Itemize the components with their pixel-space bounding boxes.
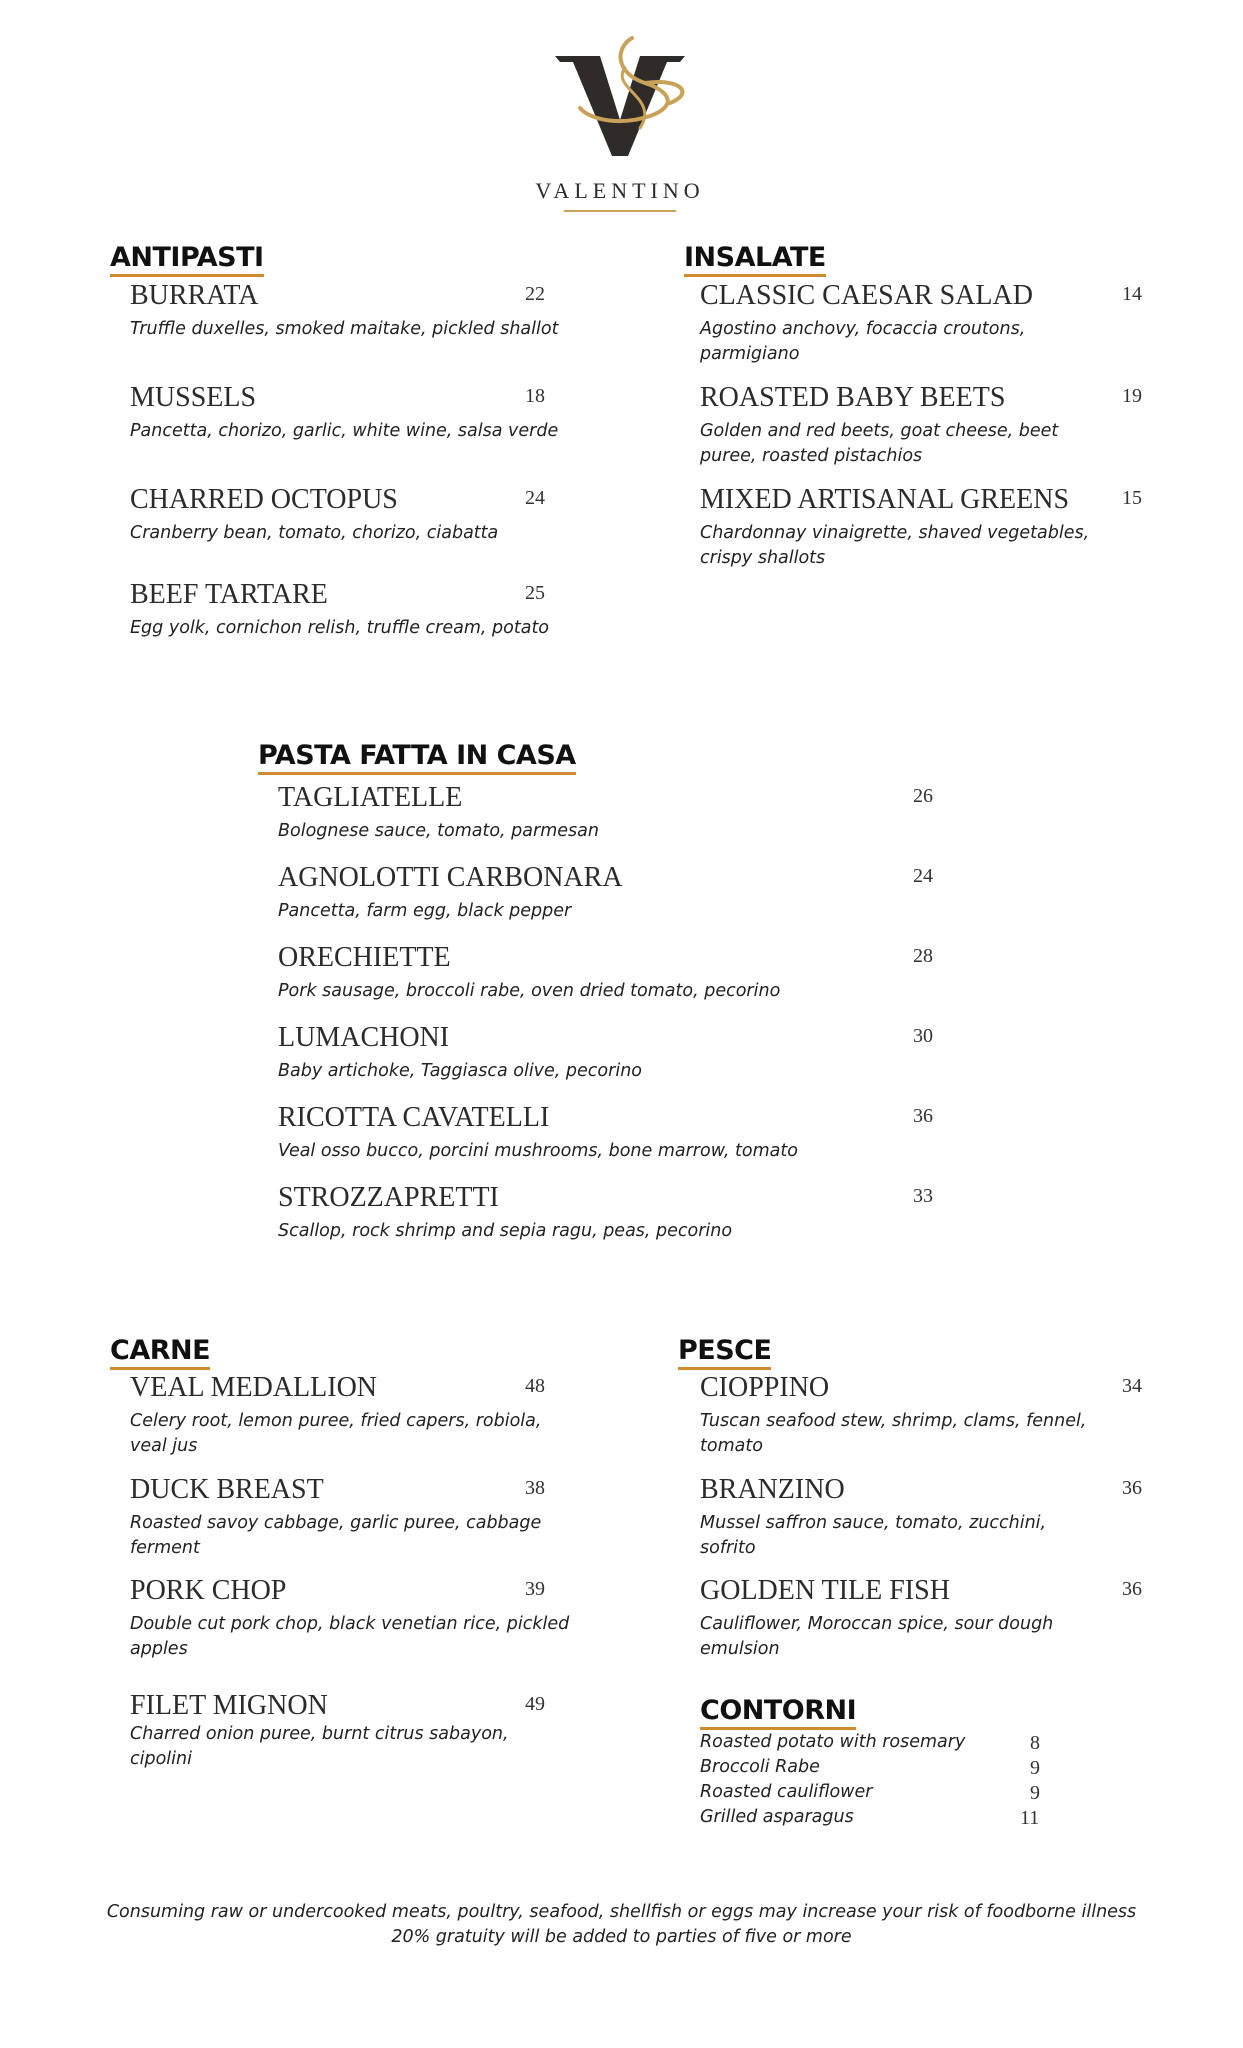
item-name: BURRATA [130,280,259,311]
carne-item-duck-breast [130,1474,570,1561]
item-name: BEEF TARTARE [130,579,328,610]
item-description: Pancetta, farm egg, black pepper [278,901,572,921]
item-price: 26 [913,785,933,807]
contorni-heading: CONTORNI [700,1697,856,1730]
carne-item-filet-mignon [130,1690,570,1772]
item-price: 38 [525,1477,545,1499]
item-name: CIOPPINO [700,1372,830,1403]
item-description: Scallop, rock shrimp and sepia ragu, peas, pecorino [278,1221,733,1241]
carne-item-pork-chop [130,1575,570,1662]
item-description: Baby artichoke, Taggiasca olive, pecorino [278,1061,642,1081]
item-description: Roasted savoy cabbage, garlic puree, cabbage ferment [130,1513,542,1558]
item-price: 33 [913,1185,933,1207]
item-name: ORECHIETTE [278,942,451,973]
antipasti-heading: ANTIPASTI [110,244,264,277]
item-description: Cranberry bean, tomato, chorizo, ciabatta [130,523,499,543]
item-name: CLASSIC CAESAR SALAD [700,280,1033,311]
item-price: 24 [525,487,545,509]
pesce-item-branzino [700,1474,1150,1561]
item-name: FILET MIGNON [130,1690,328,1721]
item-name: CHARRED OCTOPUS [130,484,398,515]
pasta-item-agnolotti-carbonara [278,862,938,924]
item-price: 39 [525,1578,545,1600]
pasta-item-lumachoni [278,1022,938,1084]
antipasti-item-mussels [130,382,570,444]
item-description: Bolognese sauce, tomato, parmesan [278,821,599,841]
antipasti-item-charred-octopus [130,484,570,546]
item-description: Pork sausage, broccoli rabe, oven dried tomato, pecorino [278,981,781,1001]
item-price: 24 [913,865,933,887]
item-description: Tuscan seafood stew, shrimp, clams, fennel, tomato [700,1411,1087,1456]
brand-logo [520,28,720,218]
item-price: 14 [1122,283,1142,305]
item-name: ROASTED BABY BEETS [700,382,1006,413]
item-description: Pancetta, chorizo, garlic, white wine, salsa verde [130,421,559,441]
item-price: 36 [1122,1477,1142,1499]
item-price: 15 [1122,487,1142,509]
item-name: PORK CHOP [130,1575,287,1606]
pesce-heading: PESCE [678,1337,771,1370]
contorni-item-price: 8 [1030,1732,1040,1754]
foodborne-illness-warning: Consuming raw or undercooked meats, poultry, seafood, shellfish or eggs may increase your risk of foodborne illness [106,1902,1137,1922]
pasta-item-ricotta-cavatelli [278,1102,938,1164]
contorni-item-name: Broccoli Rabe [700,1757,820,1777]
contorni-item-name: Roasted cauliflower [700,1782,873,1802]
item-price: 36 [1122,1578,1142,1600]
contorni-item-price: 9 [1030,1782,1040,1804]
item-name: MUSSELS [130,382,257,413]
item-description: Truffle duxelles, smoked maitake, pickled shallot [130,319,559,339]
item-description: Golden and red beets, goat cheese, beet puree, roasted pistachios [700,421,1059,466]
item-description: Egg yolk, cornichon relish, truffle cream, potato [130,618,550,638]
antipasti-item-burrata [130,280,570,342]
carne-item-veal-medallion [130,1372,570,1459]
item-price: 28 [913,945,933,967]
pasta-item-orechiette [278,942,938,1004]
item-price: 22 [525,283,545,305]
valentino-v-logo-icon [520,28,720,178]
pasta-item-strozzapretti [278,1182,938,1244]
pesce-item-cioppino [700,1372,1150,1459]
insalate-heading: INSALATE [684,244,826,277]
item-name: MIXED ARTISANAL GREENS [700,484,1070,515]
item-name: LUMACHONI [278,1022,450,1053]
brand-underline [564,210,676,212]
item-name: DUCK BREAST [130,1474,324,1505]
antipasti-item-beef-tartare [130,579,570,641]
item-name: TAGLIATELLE [278,782,463,813]
item-price: 49 [525,1693,545,1715]
item-price: 34 [1122,1375,1142,1397]
item-price: 36 [913,1105,933,1127]
pasta-heading: PASTA FATTA IN CASA [258,742,576,775]
item-price: 48 [525,1375,545,1397]
item-description: Celery root, lemon puree, fried capers, robiola, veal jus [130,1411,542,1456]
item-description: Double cut pork chop, black venetian rice, pickled apples [130,1614,570,1659]
contorni-item-price: 9 [1030,1757,1040,1779]
footer-notice [0,1900,1243,1950]
item-description: Cauliflower, Moroccan spice, sour dough emulsion [700,1614,1054,1659]
contorni-item-name: Grilled asparagus [700,1807,854,1827]
pesce-item-golden-tile-fish [700,1575,1150,1662]
item-description: Veal osso bucco, porcini mushrooms, bone marrow, tomato [278,1141,798,1161]
item-description: Mussel saffron sauce, tomato, zucchini, sofrito [700,1513,1047,1558]
item-name: VEAL MEDALLION [130,1372,378,1403]
item-description: Charred onion puree, burnt citrus sabayon, cipolini [130,1724,509,1769]
insalate-item-classic-caesar-salad [700,280,1150,367]
item-description: Agostino anchovy, focaccia croutons, parmigiano [700,319,1026,364]
contorni-item-name: Roasted potato with rosemary [700,1732,966,1752]
gratuity-notice: 20% gratuity will be added to parties of five or more [391,1927,852,1947]
item-price: 19 [1122,385,1142,407]
item-name: AGNOLOTTI CARBONARA [278,862,623,893]
brand-name: VALENTINO [535,178,705,203]
item-price: 25 [525,582,545,604]
item-name: STROZZAPRETTI [278,1182,499,1213]
contorni-list [700,1732,1060,1832]
item-name: RICOTTA CAVATELLI [278,1102,550,1133]
insalate-item-roasted-baby-beets [700,382,1150,469]
item-price: 18 [525,385,545,407]
contorni-item-price: 11 [1020,1807,1040,1829]
contorni-item [700,1782,1060,1807]
contorni-item [700,1732,1060,1757]
item-name: GOLDEN TILE FISH [700,1575,950,1606]
carne-heading: CARNE [110,1337,210,1370]
item-name: BRANZINO [700,1474,845,1505]
item-description: Chardonnay vinaigrette, shaved vegetables, crispy shallots [700,523,1090,568]
item-price: 30 [913,1025,933,1047]
pasta-item-tagliatelle [278,782,938,844]
contorni-item [700,1757,1060,1782]
insalate-item-mixed-artisanal-greens [700,484,1150,571]
contorni-item [700,1807,1060,1832]
